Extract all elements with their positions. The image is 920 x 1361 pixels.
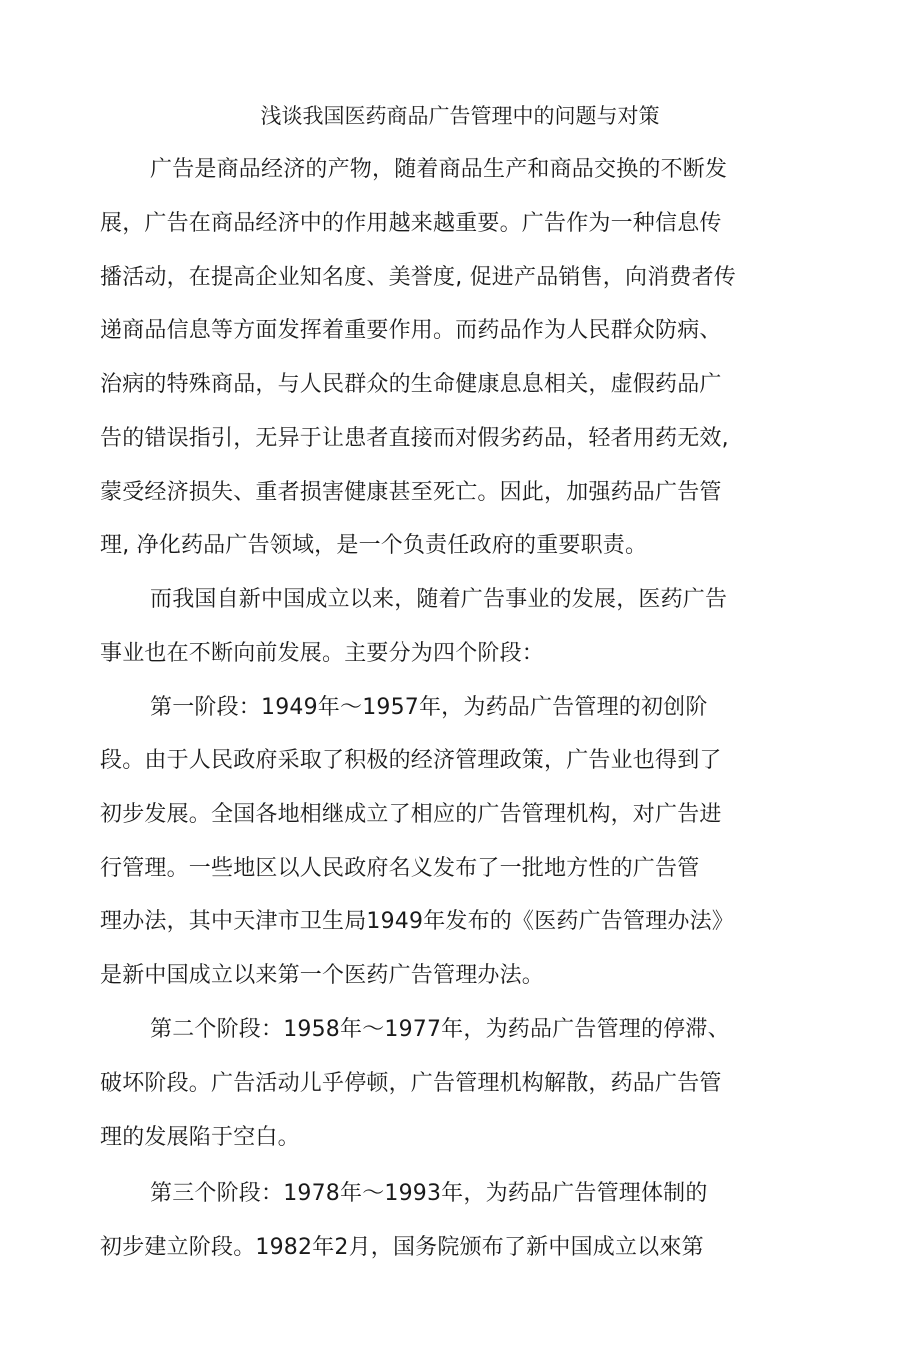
paragraph-line: 告的错误指引，无异于让患者直接而对假劣药品，轻者用药无效,: [100, 426, 729, 451]
paragraph-line: 蒙受经济损失、重者损害健康甚至死亡。因此，加强药品广告管: [100, 480, 722, 505]
paragraph-line: 播活动，在提高企业知名度、美誉度, 促进产品销售，向消费者传: [100, 265, 736, 290]
paragraph-line: 破坏阶段。广告活动儿乎停顿，广告管理机构解散，药品广告管: [100, 1071, 722, 1096]
paragraph-line: 广告是商品经济的产物，随着商品生产和商品交换的不断发: [150, 157, 728, 182]
paragraph-line: 第三个阶段：1978年～1993年，为药品广告管理体制的: [150, 1181, 708, 1206]
paragraph-line: 理的发展陷于空白。: [100, 1125, 300, 1150]
paragraph-line: 理, 净化药品广告领域，是一个负责任政府的重要职责。: [100, 533, 648, 558]
paragraph-line: 第二个阶段：1958年～1977年，为药品广告管理的停滞、: [150, 1017, 730, 1042]
paragraph-line: 递商品信息等方面发挥着重要作用。而药品作为人民群众防病、: [100, 318, 722, 343]
paragraph-line: 理办法，其中天津市卫生局1949年发布的《医药广告管理办法》: [100, 909, 734, 934]
paragraph-line: 治病的特殊商品，与人民群众的生命健康息息相关，虚假药品广: [100, 372, 722, 397]
paragraph-line: 段。由于人民政府采取了积极的经济管理政策，广告业也得到了: [100, 748, 722, 773]
paragraph-line: 事业也在不断向前发展。主要分为四个阶段：: [100, 641, 545, 666]
document-title: 浅谈我国医药商品广告管理中的问题与对策: [260, 104, 660, 128]
paragraph-line: 展，广告在商品经济中的作用越来越重要。广告作为一种信息传: [100, 211, 722, 236]
paragraph-line: 第一阶段：1949年～1957年，为药品广告管理的初创阶: [150, 695, 708, 720]
paragraph-line: 初步发展。全国各地相继成立了相应的广告管理机构，对广告进: [100, 802, 722, 827]
paragraph-line: 是新中国成立以来第一个医药广告管理办法。: [100, 963, 545, 988]
paragraph-line: 而我国自新中国成立以来，随着广告事业的发展，医药广告: [150, 587, 728, 612]
paragraph-line: 行管理。一些地区以人民政府名义发布了一批地方性的广告管: [100, 856, 700, 881]
paragraph-line: 初步建立阶段。1982年2月，国务院颁布了新中国成立以來第: [100, 1235, 704, 1260]
